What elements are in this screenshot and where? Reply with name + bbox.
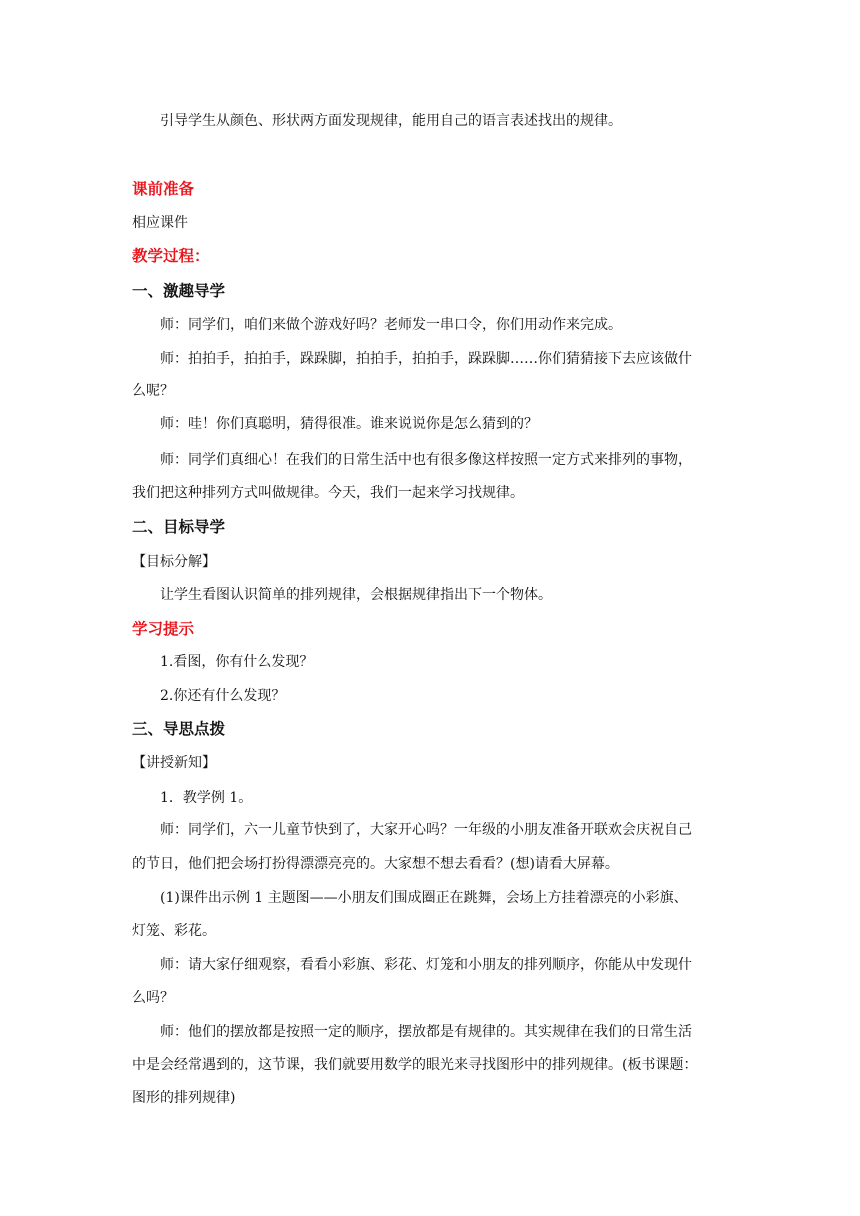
- section2-paragraph-1: 让学生看图认识简单的排列规律，会根据规律指出下一个物体。: [160, 587, 552, 603]
- section1-paragraph-4-line-2: 我们把这种排列方式叫做规律。今天，我们一起来学习找规律。: [132, 485, 524, 501]
- section2-heading: 二、目标导学: [132, 518, 226, 536]
- section3-heading: 三、导思点拨: [132, 720, 226, 738]
- section1-heading: 一、激趣导学: [132, 282, 226, 300]
- prep-content: 相应课件: [132, 215, 188, 231]
- tips-heading: 学习提示: [132, 620, 195, 638]
- section3-paragraph-1: 1．教学例 1。: [160, 790, 253, 806]
- section3-paragraph-4-line-1: 师：请大家仔细观察，看看小彩旗、彩花、灯笼和小朋友的排列顺序，你能从中发现什: [160, 957, 692, 973]
- section3-subheading: 【讲授新知】: [132, 755, 216, 771]
- section3-paragraph-5-line-2: 中是会经常遇到的，这节课，我们就要用数学的眼光来寻找图形中的排列规律。(板书课题：: [132, 1057, 698, 1073]
- section3-paragraph-5-line-1: 师：他们的摆放都是按照一定的顺序，摆放都是有规律的。其实规律在我们的日常生活: [160, 1024, 692, 1040]
- section2-subheading: 【目标分解】: [132, 554, 216, 570]
- section1-paragraph-4-line-1: 师：同学们真细心！在我们的日常生活中也有很多像这样按照一定方式来排列的事物，: [160, 452, 692, 468]
- prep-heading: 课前准备: [132, 180, 195, 198]
- section1-paragraph-2-line-2: 么呢？: [132, 383, 174, 399]
- section3-paragraph-2-line-2: 的节日，他们把会场打扮得漂漂亮亮的。大家想不想去看看？(想)请看大屏幕。: [132, 856, 619, 872]
- section1-paragraph-3: 师：哇！你们真聪明，猜得很准。谁来说说你是怎么猜到的？: [160, 416, 538, 432]
- intro-paragraph: 引导学生从颜色、形状两方面发现规律，能用自己的语言表述找出的规律。: [160, 113, 622, 129]
- section3-paragraph-3-line-1: (1)课件出示例 1 主题图——小朋友们围成圈正在跳舞，会场上方挂着漂亮的小彩旗、: [160, 890, 688, 906]
- section3-paragraph-2-line-1: 师：同学们，六一儿童节快到了，大家开心吗？一年级的小朋友准备开联欢会庆祝自己: [160, 822, 692, 838]
- section1-paragraph-1: 师：同学们，咱们来做个游戏好吗？老师发一串口令，你们用动作来完成。: [160, 317, 622, 333]
- section3-paragraph-3-line-2: 灯笼、彩花。: [132, 923, 216, 939]
- section3-paragraph-5-line-3: 图形的排列规律): [132, 1090, 236, 1106]
- process-heading: 教学过程：: [132, 247, 210, 265]
- section3-paragraph-4-line-2: 么吗？: [132, 990, 174, 1006]
- section1-paragraph-2-line-1: 师：拍拍手，拍拍手，跺跺脚，拍拍手，拍拍手，跺跺脚……你们猜猜接下去应该做什: [160, 351, 692, 367]
- tips-item-1: 1.看图，你有什么发现？: [160, 654, 314, 670]
- tips-item-2: 2.你还有什么发现？: [160, 688, 286, 704]
